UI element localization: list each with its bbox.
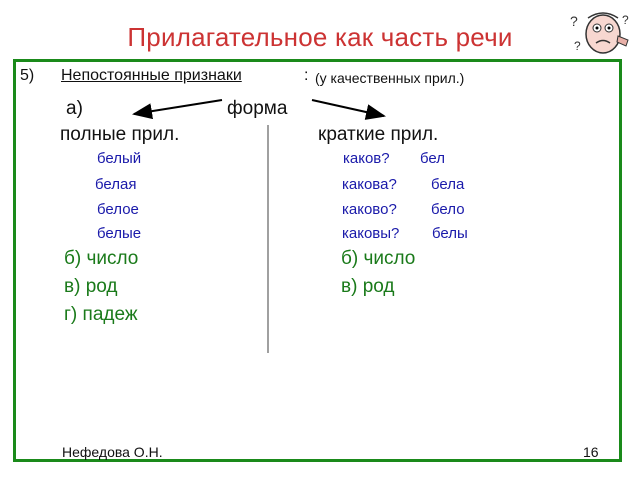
right-word-4: белы [432,225,468,242]
right-question-2: какова? [342,176,397,193]
left-feature-number: б) число [64,248,139,269]
item-heading-colon: : [304,67,309,84]
left-word-1: белый [97,150,142,167]
right-feature-number: б) число [341,248,416,269]
arrow-left-icon [134,100,222,114]
svg-text:?: ? [622,13,629,27]
right-word-3: бело [431,201,465,218]
footer-author: Нефедова О.Н. [62,444,163,460]
left-word-3: белое [97,201,139,218]
slide-title: Прилагательное как часть речи [127,22,513,52]
item-number: 5) [20,67,35,84]
right-word-1: бел [420,150,446,167]
item-note: (у качественных прил.) [315,70,465,86]
column-divider [267,125,269,353]
left-feature-gender: в) род [64,276,118,297]
svg-text:?: ? [574,39,581,53]
svg-text:?: ? [570,13,578,29]
right-feature-gender: в) род [341,276,395,297]
a-label: а) [66,98,83,119]
right-question-3: каково? [342,201,397,218]
arrow-right-icon [312,100,384,116]
left-word-4: белые [97,225,142,242]
left-column-header: полные прил. [60,124,180,145]
item-heading: Непостоянные признаки [61,67,242,84]
right-word-2: бела [431,176,465,193]
right-question-4: каковы? [342,225,400,242]
left-word-2: белая [95,176,137,193]
footer-page-number: 16 [583,444,599,460]
right-question-1: каков? [343,150,390,167]
right-column-header: краткие прил. [318,124,439,145]
left-feature-case: г) падеж [64,304,138,325]
forma-label: форма [227,98,288,119]
